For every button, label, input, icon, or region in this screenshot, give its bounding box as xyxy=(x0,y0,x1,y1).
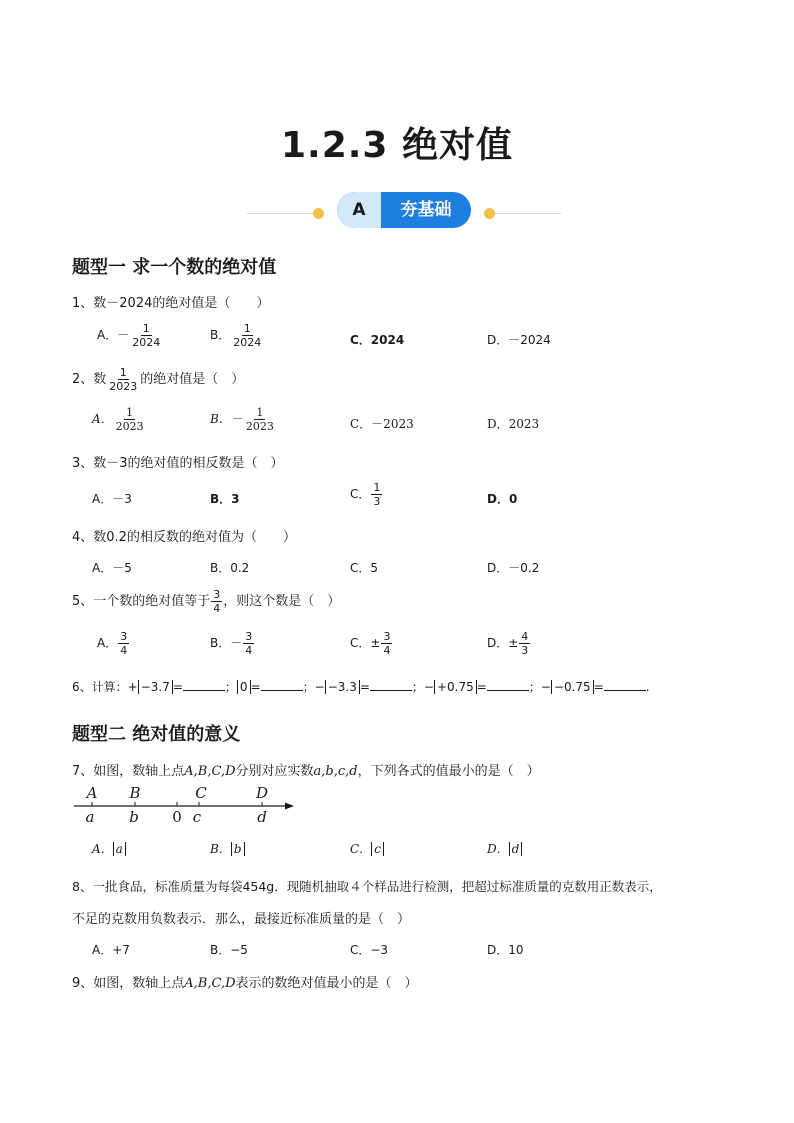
q7-option-c xyxy=(350,840,384,857)
q7-vars: a,b,c,d xyxy=(313,764,358,779)
number-line-value-a: a xyxy=(85,808,95,826)
question-3-stem: 3、数－3的绝对值的相反数是（ ） xyxy=(72,456,284,471)
q5-stem-post: ，则这个数是（ ） xyxy=(223,594,341,609)
number-line-label-D: D xyxy=(255,784,269,802)
q2-option-a-prefix: A． xyxy=(92,412,113,426)
q7-option-c-abs: c xyxy=(371,842,384,856)
q6-sep2: ； xyxy=(302,680,315,694)
q1-option-b-prefix: B． xyxy=(210,328,231,342)
q7-option-d xyxy=(487,840,522,857)
q5-c-numerator: 3 xyxy=(383,630,391,643)
q6-eq1: = xyxy=(172,680,183,694)
q3-c-denominator: 3 xyxy=(373,495,381,508)
q1-b-denominator: 2024 xyxy=(233,336,262,349)
number-line-value-b: b xyxy=(129,808,139,826)
q6-expr4-abs: +0.75 xyxy=(434,680,477,694)
q6-eq2: = xyxy=(250,680,261,694)
q6-sep4: ； xyxy=(528,680,541,694)
section-heading-2: 题型二 绝对值的意义 xyxy=(72,724,241,745)
question-6 xyxy=(72,678,650,695)
q5-option-c-prefix: C．± xyxy=(350,636,381,650)
q3-option-c-prefix: C． xyxy=(350,487,371,501)
q6-eq4: = xyxy=(476,680,487,694)
q6-expr1-sign: + xyxy=(127,680,138,694)
q5-b-denominator: 4 xyxy=(245,644,253,657)
q6-sep1: ； xyxy=(224,680,237,694)
q1-a-numerator: 1 xyxy=(142,322,150,335)
q7-option-b xyxy=(210,840,245,857)
q6-answer-blank-4[interactable] xyxy=(487,679,529,691)
question-8-line-2: 不足的克数用负数表示．那么，最接近标准质量的是（ ） xyxy=(72,912,411,927)
q7-option-b-abs: b xyxy=(231,842,245,856)
q7-stem-mid: 分别对应实数 xyxy=(235,764,314,779)
q6-eq5: = xyxy=(593,680,604,694)
q5-option-a xyxy=(97,630,130,657)
q6-label: 6、计算： xyxy=(72,680,128,694)
q1-option-a xyxy=(97,322,163,349)
q2-b-numerator: 1 xyxy=(256,406,264,419)
question-4-stem: 4、数0.2的相反数的绝对值为（ ） xyxy=(72,530,296,545)
q5-option-d-prefix: D．± xyxy=(487,636,519,650)
q3-option-a: A．－3 xyxy=(92,492,132,506)
q2-b-denominator: 2023 xyxy=(245,420,274,433)
q6-expr4-sign: − xyxy=(423,680,434,694)
question-2-stem xyxy=(72,366,244,393)
q2-option-b xyxy=(210,406,277,433)
q6-end: . xyxy=(645,680,650,694)
q8-option-c: C．−3 xyxy=(350,943,389,957)
q5-numerator: 3 xyxy=(213,588,221,601)
q5-option-d-fraction xyxy=(519,630,530,657)
q3-option-d: D．0 xyxy=(487,492,518,506)
q5-c-denominator: 4 xyxy=(383,644,391,657)
q8-option-a: A．+7 xyxy=(92,943,130,957)
q2-option-b-fraction xyxy=(244,406,276,433)
q6-answer-blank-5[interactable] xyxy=(604,679,646,691)
number-line-value-zero: 0 xyxy=(172,808,182,826)
q5-option-d xyxy=(487,630,531,657)
q6-answer-blank-1[interactable] xyxy=(183,679,225,691)
q5-option-b-fraction xyxy=(243,630,254,657)
q6-eq3: = xyxy=(359,680,370,694)
q3-option-c-fraction xyxy=(371,481,382,508)
banner-letter: A xyxy=(337,192,381,228)
q6-expr2-abs: 0 xyxy=(237,680,251,694)
q6-sep3: ； xyxy=(411,680,424,694)
banner-line-right xyxy=(495,213,561,214)
q9-stem-pre: 9、如图，数轴上点 xyxy=(72,976,185,991)
question-1-stem: 1、数－2024的绝对值是（ ） xyxy=(72,296,270,311)
q1-option-a-prefix: A．－ xyxy=(97,328,130,342)
q7-option-a-prefix: A． xyxy=(92,842,113,856)
q6-expr5-abs: −0.75 xyxy=(551,680,594,694)
q6-expr3-abs: −3.3 xyxy=(325,680,360,694)
q5-option-c xyxy=(350,630,393,657)
q2-a-numerator: 1 xyxy=(126,406,134,419)
q6-answer-blank-3[interactable] xyxy=(370,679,412,691)
banner-dot-right xyxy=(484,208,495,219)
q5-option-a-fraction xyxy=(118,630,129,657)
q8-option-b: B．−5 xyxy=(210,943,248,957)
q6-expr3-sign: − xyxy=(314,680,325,694)
banner-label: 夯基础 xyxy=(400,200,452,220)
banner-dot-left xyxy=(313,208,324,219)
q2-option-a xyxy=(92,406,147,433)
q5-a-numerator: 3 xyxy=(120,630,128,643)
q1-option-b-fraction xyxy=(231,322,263,349)
q7-option-b-prefix: B． xyxy=(210,842,231,856)
q2-a-denominator: 2023 xyxy=(115,420,144,433)
page-title: 1.2.3 绝对值 xyxy=(280,125,514,166)
q2-stem-pre: 2、数 xyxy=(72,372,107,387)
q7-option-d-prefix: D． xyxy=(487,842,509,856)
q4-option-b: B．0.2 xyxy=(210,561,250,575)
q5-denominator: 4 xyxy=(213,602,221,615)
q3-option-c xyxy=(350,481,383,508)
q3-option-b: B．3 xyxy=(210,492,240,506)
q4-option-c: C．5 xyxy=(350,561,379,575)
q1-option-c: C．2024 xyxy=(350,333,405,347)
q5-option-a-prefix: A． xyxy=(97,636,118,650)
q3-c-numerator: 1 xyxy=(373,481,381,494)
number-line-label-C: C xyxy=(195,784,207,802)
q9-points: A,B,C,D xyxy=(184,976,236,991)
q6-expr1-abs: −3.7 xyxy=(138,680,173,694)
number-line-value-d: d xyxy=(257,808,267,826)
q1-option-b xyxy=(210,322,264,349)
q7-option-a-abs: a xyxy=(113,842,126,856)
q7-stem-post: ，下列各式的值最小的是（ ） xyxy=(357,764,540,779)
number-line-figure xyxy=(70,784,302,826)
question-7-stem xyxy=(72,760,540,779)
q4-option-d: D．－0.2 xyxy=(487,561,540,575)
q7-stem-pre: 7、如图，数轴上点 xyxy=(72,764,185,779)
question-8-line-1: 8、一批食品，标准质量为每袋454g．现随机抽取４个样品进行检测，把超过标准质量的克数用正数表示， xyxy=(72,879,662,894)
number-line-label-A: A xyxy=(86,784,98,802)
q6-expr5-sign: − xyxy=(540,680,551,694)
question-5-stem xyxy=(72,588,340,615)
q8-option-d: D．10 xyxy=(487,943,524,957)
q4-option-a: A．－5 xyxy=(92,561,132,575)
q5-d-denominator: 3 xyxy=(521,644,529,657)
q5-stem-pre: 5、一个数的绝对值等于 xyxy=(72,594,211,609)
q5-a-denominator: 4 xyxy=(120,644,128,657)
q2-denominator: 2023 xyxy=(109,380,138,393)
q2-option-c: C．－2023 xyxy=(350,417,414,431)
q6-answer-blank-2[interactable] xyxy=(261,679,303,691)
banner-line-left xyxy=(247,213,313,214)
q9-stem-post: 表示的数绝对值最小的是（ ） xyxy=(235,976,418,991)
q7-option-d-abs: d xyxy=(509,842,523,856)
q1-b-numerator: 1 xyxy=(243,322,251,335)
banner xyxy=(337,192,471,228)
q7-points: A,B,C,D xyxy=(184,764,236,779)
q2-option-a-fraction xyxy=(114,406,146,433)
q2-option-d: D．2023 xyxy=(487,417,540,431)
question-9-stem xyxy=(72,972,418,991)
q7-option-c-prefix: C． xyxy=(350,842,372,856)
q5-b-numerator: 3 xyxy=(245,630,253,643)
q2-option-b-prefix: B．－ xyxy=(210,412,243,426)
q5-stem-fraction xyxy=(211,588,222,615)
q1-option-d: D．－2024 xyxy=(487,333,551,347)
q2-stem-fraction xyxy=(107,366,139,393)
q5-option-c-fraction xyxy=(381,630,392,657)
q2-numerator: 1 xyxy=(119,366,127,379)
q5-option-b-prefix: B．－ xyxy=(210,636,243,650)
q5-option-b xyxy=(210,630,255,657)
q1-a-denominator: 2024 xyxy=(132,336,161,349)
number-line-arrow xyxy=(285,803,294,810)
q7-option-a xyxy=(92,840,126,857)
q5-d-numerator: 4 xyxy=(521,630,529,643)
q1-option-a-fraction xyxy=(130,322,162,349)
section-heading-1: 题型一 求一个数的绝对值 xyxy=(72,257,277,278)
q2-stem-post: 的绝对值是（ ） xyxy=(140,372,245,387)
number-line-label-B: B xyxy=(129,784,141,802)
number-line-value-c: c xyxy=(192,808,202,826)
